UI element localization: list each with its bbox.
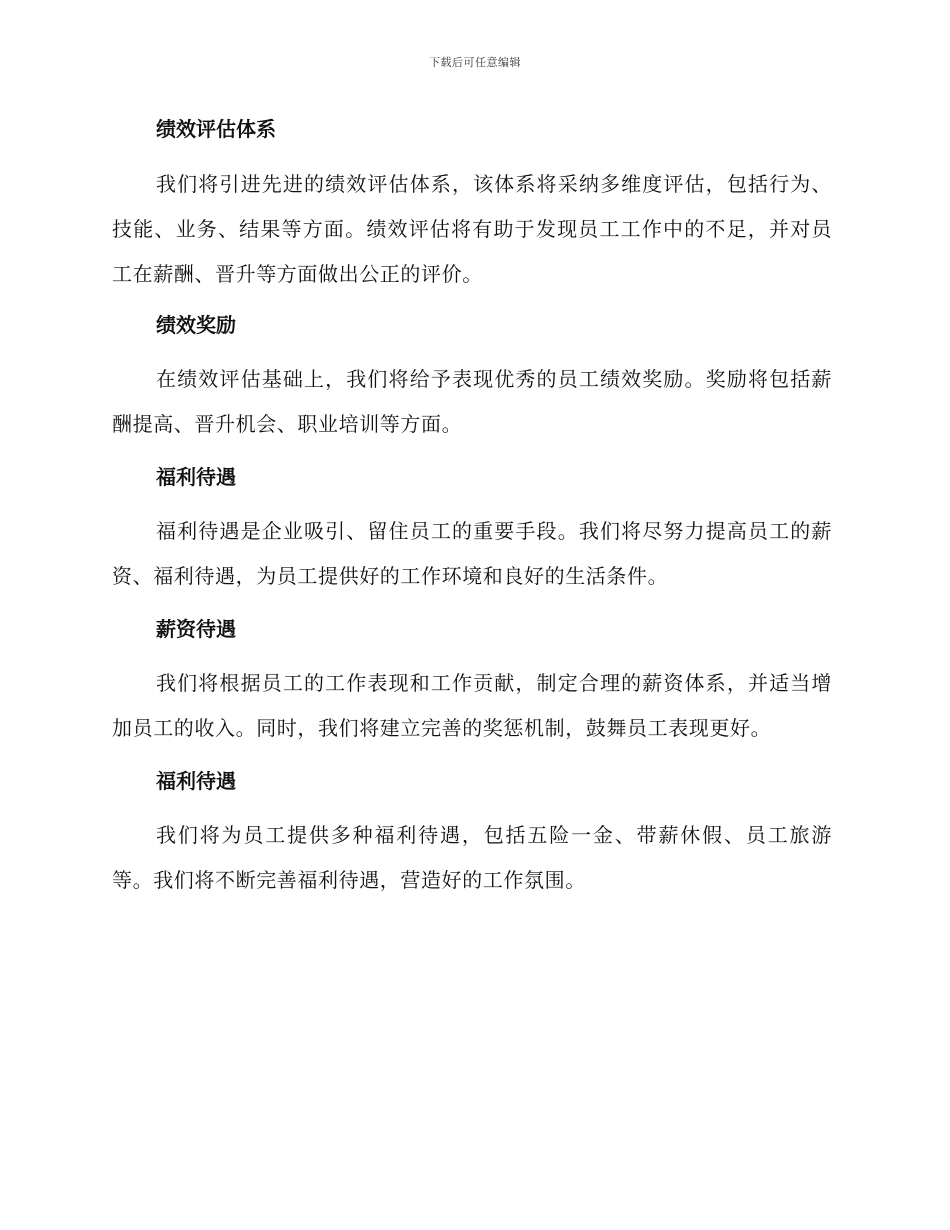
section-heading-performance-reward: 绩效奖励 [156, 313, 236, 337]
section-heading-benefits: 福利待遇 [156, 465, 236, 489]
section-body-performance-evaluation: 我们将引进先进的绩效评估体系，该体系将采纳多维度评估，包括行为、技能、业务、结果等方面。绩效评估将有助于发现员工工作中的不足，并对员工在薪酬、晋升等方面做出公正的评价。 [112, 172, 832, 286]
section-body-salary: 我们将根据员工的工作表现和工作贡献，制定合理的薪资体系，并适当增加员工的收入。同时，我们将建立完善的奖惩机制，鼓舞员工表现更好。 [112, 671, 832, 740]
section-body-benefits: 福利待遇是企业吸引、留住员工的重要手段。我们将尽努力提高员工的薪资、福利待遇，为员工提供好的工作环境和良好的生活条件。 [112, 519, 832, 588]
section-body-performance-reward: 在绩效评估基础上，我们将给予表现优秀的员工绩效奖励。奖励将包括薪酬提高、晋升机会、职业培训等方面。 [112, 367, 832, 436]
section-heading-performance-evaluation: 绩效评估体系 [156, 117, 276, 141]
document-content [112, 108, 832, 903]
section-heading-welfare: 福利待遇 [156, 769, 236, 793]
section-body-welfare: 我们将为员工提供多种福利待遇，包括五险一金、带薪休假、员工旅游等。我们将不断完善福利待遇，营造好的工作氛围。 [112, 823, 832, 892]
section-heading-salary: 薪资待遇 [156, 617, 236, 641]
header-note: 下载后可任意编辑 [429, 56, 521, 69]
